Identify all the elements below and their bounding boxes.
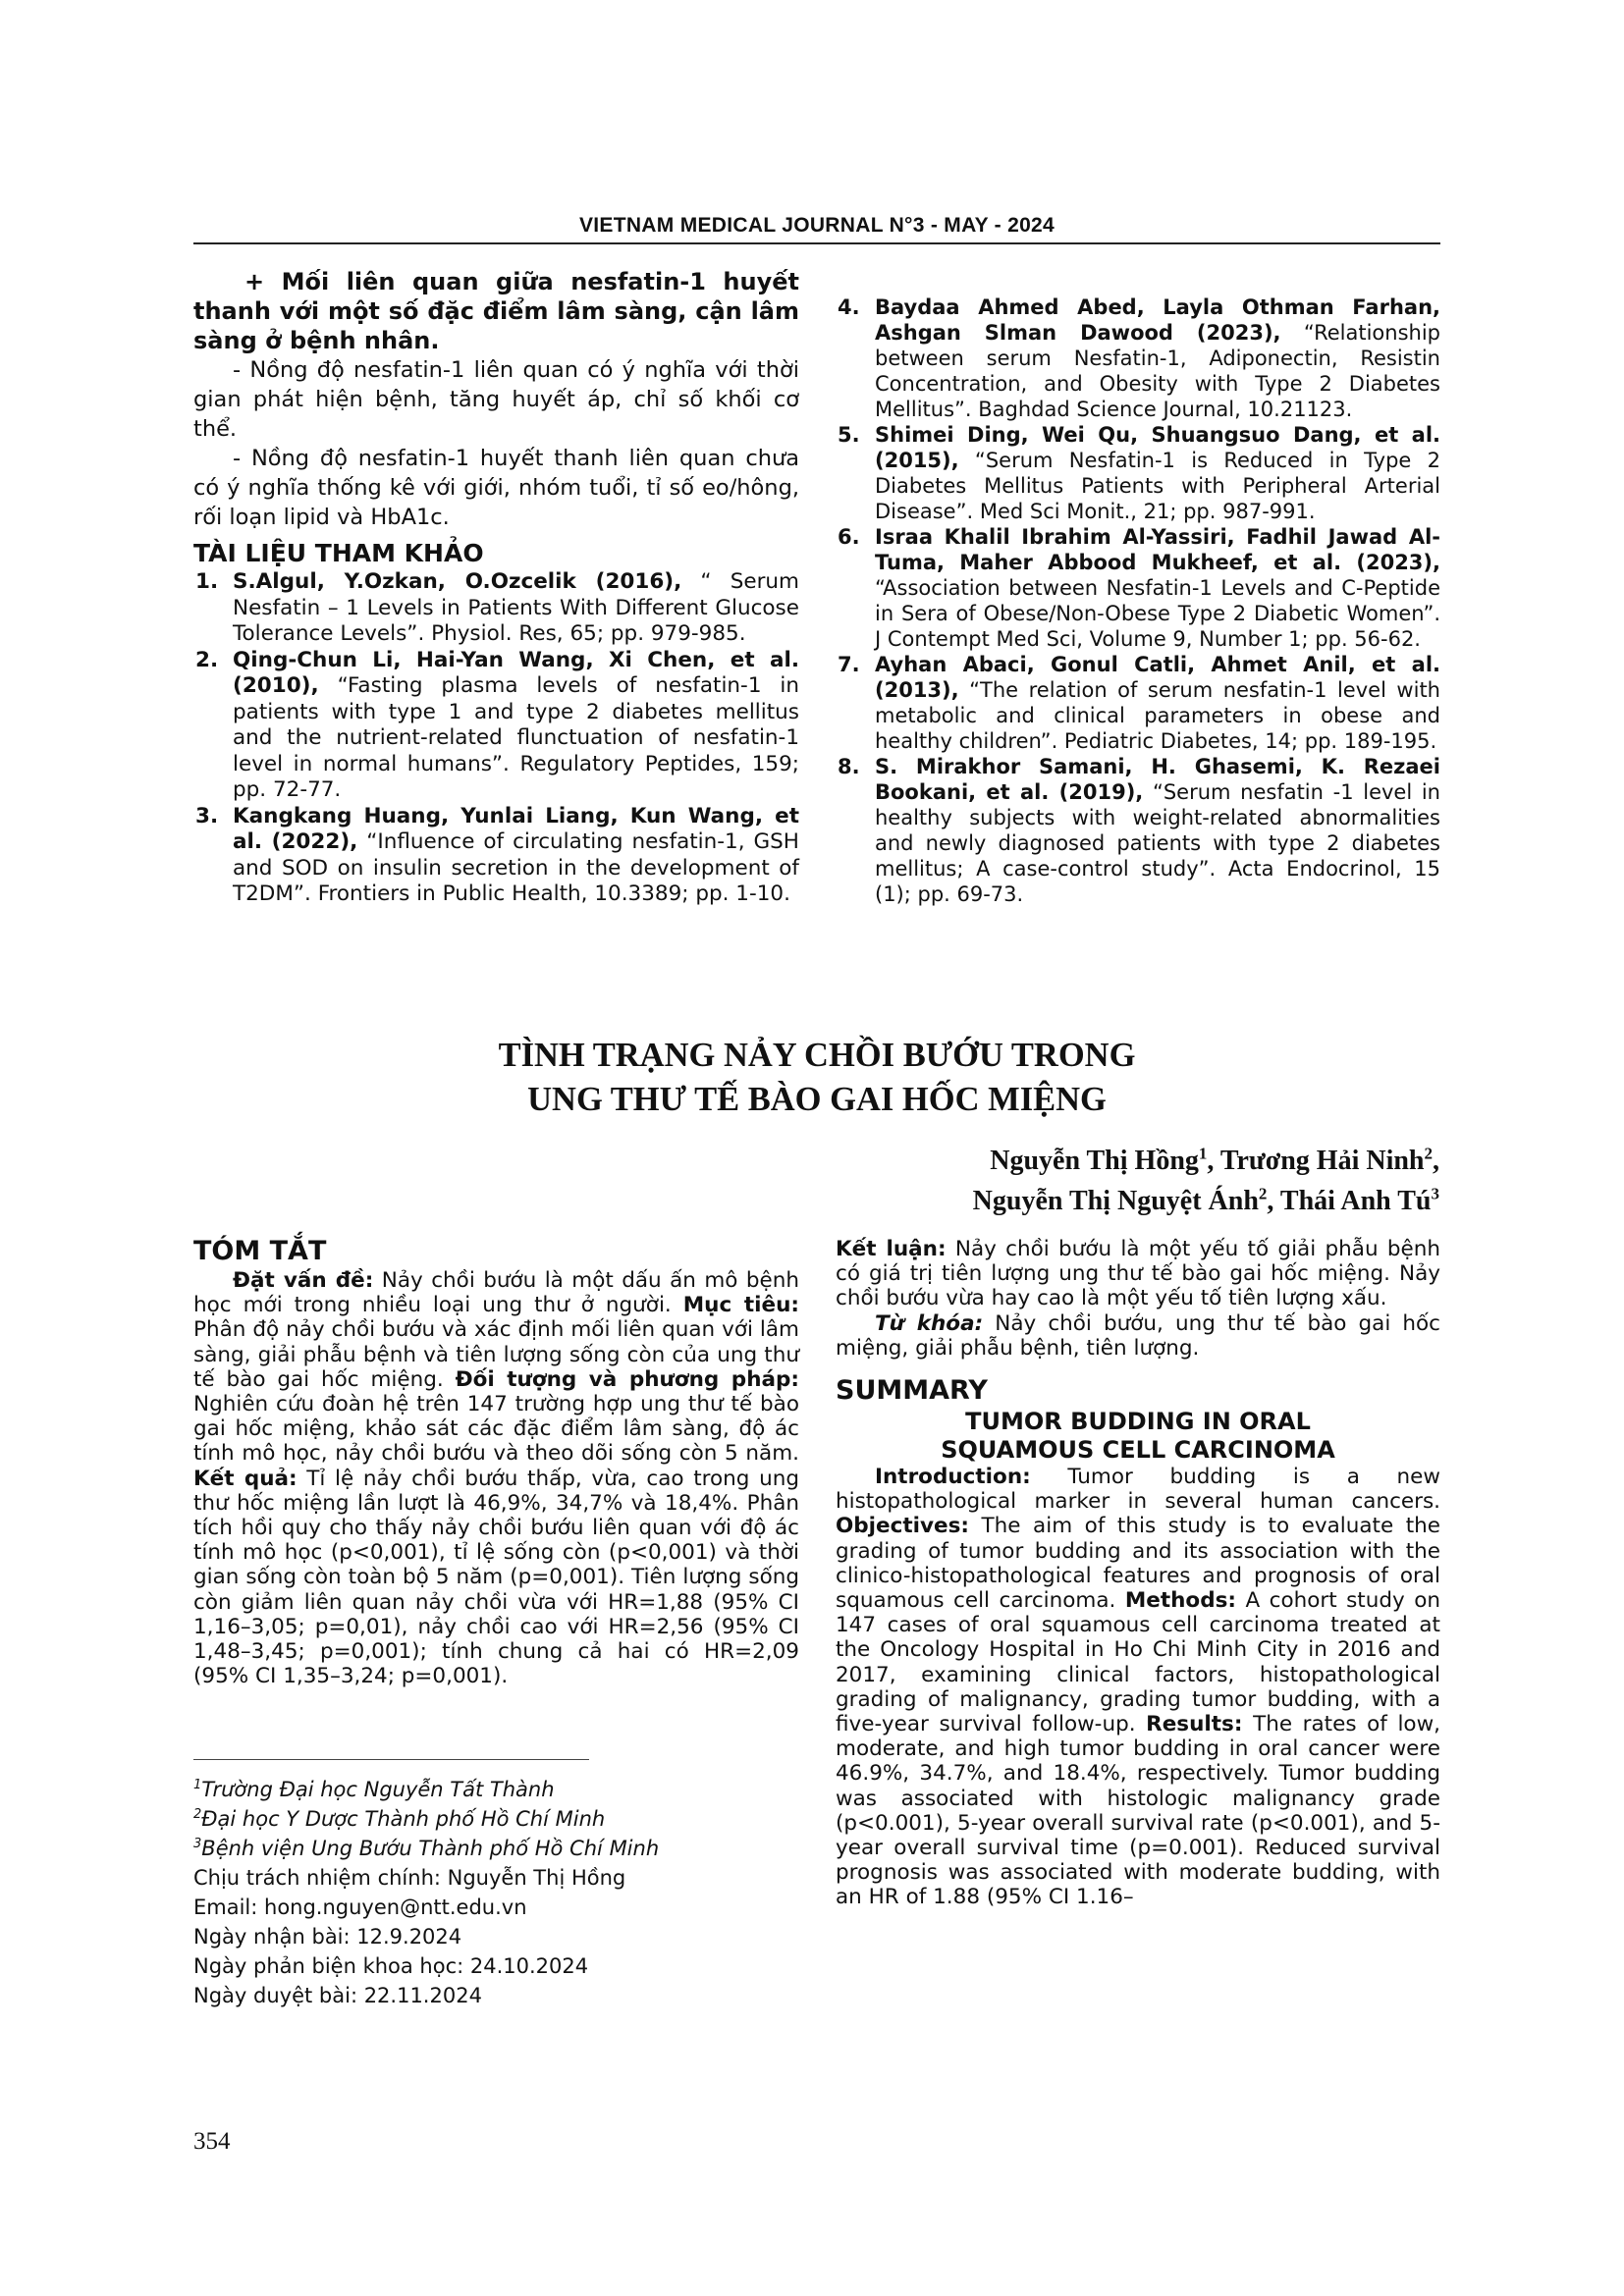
- author-line-2: Nguyễn Thị Nguyệt Ánh$^2$, Thái Anh $Tú^3$: [972, 1184, 1439, 1216]
- author-name: Nguyễn Thị Hồng: [990, 1146, 1199, 1176]
- author-line-1: Nguyễn Thị Hồng$^1$, Trương Hải Ninh$^2$,: [990, 1144, 1439, 1176]
- author-name: Thái Anh Tú: [1279, 1186, 1432, 1216]
- references-list-left: [193, 569, 799, 908]
- footnotes: [193, 1775, 802, 2010]
- conclusion-para-1: - Nồng độ nesfatin-1 liên quan có ý nghĩa với thời gian phát hiện bệnh, tăng huyết áp, chỉ số khối cơ thể.: [193, 357, 799, 442]
- reference-item: 7. Ayhan Abaci, Gonul Catli, Ahmet Anil, et al. (2013), “The relation of serum nesfatin-1 level with metabolic and clinical parameters in obese and healthy children”. Pediatric Diabetes, 14; pp. 189-195.: [838, 653, 1440, 753]
- date-reviewed: Ngày phản biện khoa học: 24.10.2024: [193, 1954, 589, 1978]
- date-received: Ngày nhận bài: 12.9.2024: [193, 1925, 462, 1949]
- abstract-vi-body: Đặt vấn đề: Nảy chồi bướu là một dấu ấn mô bệnh học mới trong nhiều loại ung thư ở người. Mục tiêu: Phân độ nảy chồi bướu và xác định mối liên quan với lâm sàng, giải phẫu bệnh và tiên lượng sống còn của ung thư tế bào gai hốc miệng. Đối tượng và phương pháp: Nghiên cứu đoàn hệ trên 147 trường hợp ung thư tế bào gai hốc miệng, khảo sát các đặc điểm lâm sàng, độ ác tính mô học, nảy chồi bướu và theo dõi sống còn 5 năm. Kết quả: Tỉ lệ nảy chồi bướu thấp, vừa, cao trong ung thư hốc miệng lần lượt là 46,9%, 34,7% và 18,4%. Phân tích hồi quy cho thấy nảy chồi bướu liên quan với độ ác tính mô học (p<0,001), tỉ lệ sống còn (p<0,001) và thời gian sống còn toàn bộ 5 năm (p=0,001). Tiên lượng sống còn giảm liên quan nảy chồi vừa với HR=1,88 (95% CI 1,16–3,05; p=0,01), nảy chồi cao với HR=2,56 (95% CI 1,48–3,45; p=0,001); tính chung cả hai có HR=2,09 (95% CI 1,35–3,24; p=0,001).: [193, 1268, 800, 1689]
- article-title-line-1: TÌNH TRẠNG NẢY CHỒI BƯỚU TRONG: [498, 1037, 1136, 1074]
- reference-item: 6. Israa Khalil Ibrahim Al-Yassiri, Fadhil Jawad Al-Tuma, Maher Abbood Mukheef, et al. (2023), “Association between Nesfatin-1 Levels and C-Peptide in Sera of Obese/Non-Obese Type 2 Diabetic Women”. J Contempt Med Sci, Volume 9, Number 1; pp. 56-62.: [838, 525, 1440, 651]
- reference-item: 1. S.Algul, Y.Ozkan, O.Ozcelik (2016), “ Serum Nesfatin – 1 Levels in Patients With Different Glucose Tolerance Levels”. Physiol. Res, 65; pp. 979-985.: [195, 569, 799, 646]
- conclusion-subheading: + Mối liên quan giữa nesfatin-1 huyết thanh với một số đặc điểm lâm sàng, cận lâm sàng ở bệnh nhân.: [193, 268, 799, 354]
- corresponding-author: Chịu trách nhiệm chính: Nguyễn Thị Hồng: [193, 1866, 626, 1890]
- summary-body: Introduction: Tumor budding is a new histopathological marker in several human cancers. Objectives: The aim of this study is to evaluate the grading of tumor budding and its association with the clinico-histopathological features and prognosis of oral squamous cell carcinoma. Methods: A cohort study on 147 cases of oral squamous cell carcinoma treated at the Oncology Hospital in Ho Chi Minh City in 2016 and 2017, examining clinical factors, histopathological grading of malignancy, grading tumor budding, with a five-year survival follow-up. Results: The rates of low, moderate, and high tumor budding in oral cancer were 46.9%, 34.7%, and 18.4%, respectively. Tumor budding was associated with histologic malignancy grade (p<0.001), 5-year overall survival rate (p<0.001), and 5-year overall survival time (p=0.001). Reduced survival prognosis was associated with moderate budding, with an HR of 1.88 (95% CI 1.16–: [836, 1465, 1440, 1910]
- keywords-vi: Từ khóa: Nảy chồi bướu, ung thư tế bào gai hốc miệng, giải phẫu bệnh, tiên lượng.: [836, 1310, 1440, 1361]
- author-name: Nguyễn Thị Nguyệt Ánh: [972, 1186, 1259, 1216]
- abstract-vi-title: TÓM TẮT: [193, 1236, 327, 1266]
- reference-item: 3. Kangkang Huang, Yunlai Liang, Kun Wang, et al. (2022), “Influence of circulating nesfatin-1, GSH and SOD on insulin secretion in the development of T2DM”. Frontiers in Public Health, 10.3389; pp. 1-10.: [195, 803, 799, 906]
- affiliation-2: $^2$Đại học Y Dược Thành phố Hồ Chí Minh: [193, 1807, 606, 1831]
- date-accepted: Ngày duyệt bài: 22.11.2024: [193, 1984, 482, 2007]
- affiliation-1: $^1$Trường Đại học Nguyễn Tất Thành: [193, 1778, 555, 1801]
- summary-title: SUMMARY: [836, 1375, 988, 1407]
- abstract-right-column: [836, 1237, 1440, 1910]
- header-rule: [193, 242, 1440, 244]
- footnote-rule: [193, 1759, 589, 1760]
- affiliation-3: $^3$Bệnh viện Ung Bướu Thành phố Hồ Chí Minh: [193, 1837, 660, 1860]
- right-top-column: [836, 294, 1440, 907]
- reference-item: 4. Baydaa Ahmed Abed, Layla Othman Farhan, Ashgan Slman Dawood (2023), “Relationship between serum Nesfatin-1, Adiponectin, Resistin Concentration, and Obesity with Type 2 Diabetes Mellitus”. Baghdad Science Journal, 10.21123.: [838, 295, 1441, 421]
- author-list: [973, 1141, 1439, 1221]
- references-title: TÀI LIỆU THAM KHẢO: [193, 539, 484, 567]
- author-name: Trương Hải Ninh: [1219, 1146, 1425, 1176]
- abstract-vi-column: [193, 1235, 799, 1688]
- conclusion-para-2: - Nồng độ nesfatin-1 huyết thanh liên quan chưa có ý nghĩa thống kê với giới, nhóm tuổi, tỉ số eo/hông, rối loạn lipid và HbA1c.: [193, 446, 799, 530]
- journal-header: VIETNAM MEDICAL JOURNAL N°3 - MAY - 2024: [578, 214, 1056, 237]
- article-title: [193, 1034, 1440, 1122]
- references-list-right: [836, 294, 1440, 907]
- contact-email: Email: hong.nguyen@ntt.edu.vn: [193, 1896, 527, 1919]
- page-number: 354: [193, 2128, 231, 2155]
- left-top-column: [193, 267, 799, 908]
- article-title-line-2: UNG THƯ TẾ BÀO GAI HỐC MIỆNG: [527, 1081, 1107, 1118]
- reference-item: 8. S. Mirakhor Samani, H. Ghasemi, K. Rezaei Bookani, et al. (2019), “Serum nesfatin -1 level in healthy subjects with weight-related abnormalities and newly diagnosed patients with type 2 diabetes mellitus; A case-control study”. Acta Endocrinol, 15 (1); pp. 69-73.: [838, 755, 1440, 906]
- reference-item: 5. Shimei Ding, Wei Qu, Shuangsuo Dang, et al. (2015), “Serum Nesfatin-1 is Reduced in Type 2 Diabetes Mellitus Patients with Peripheral Arterial Disease”. Med Sci Monit., 21; pp. 987-991.: [838, 423, 1440, 523]
- summary-article-title: TUMOR BUDDING IN ORAL SQUAMOUS CELL CARCINOMA: [941, 1408, 1335, 1465]
- reference-item: 2. Qing-Chun Li, Hai-Yan Wang, Xi Chen, et al. (2010), “Fasting plasma levels of nesfatin-1 in patients with type 1 and type 2 diabetes mellitus and the nutrient-related flunctuation of nesfatin-1 level in normal humans”. Regulatory Peptides, 159; pp. 72-77.: [195, 647, 799, 802]
- abstract-vi-continued: Kết luận: Nảy chồi bướu là một yếu tố giải phẫu bệnh có giá trị tiên lượng ung thư tế bào gai hốc miệng. Nảy chồi bướu vừa hay cao là một yếu tố tiên lượng xấu.: [836, 1237, 1440, 1311]
